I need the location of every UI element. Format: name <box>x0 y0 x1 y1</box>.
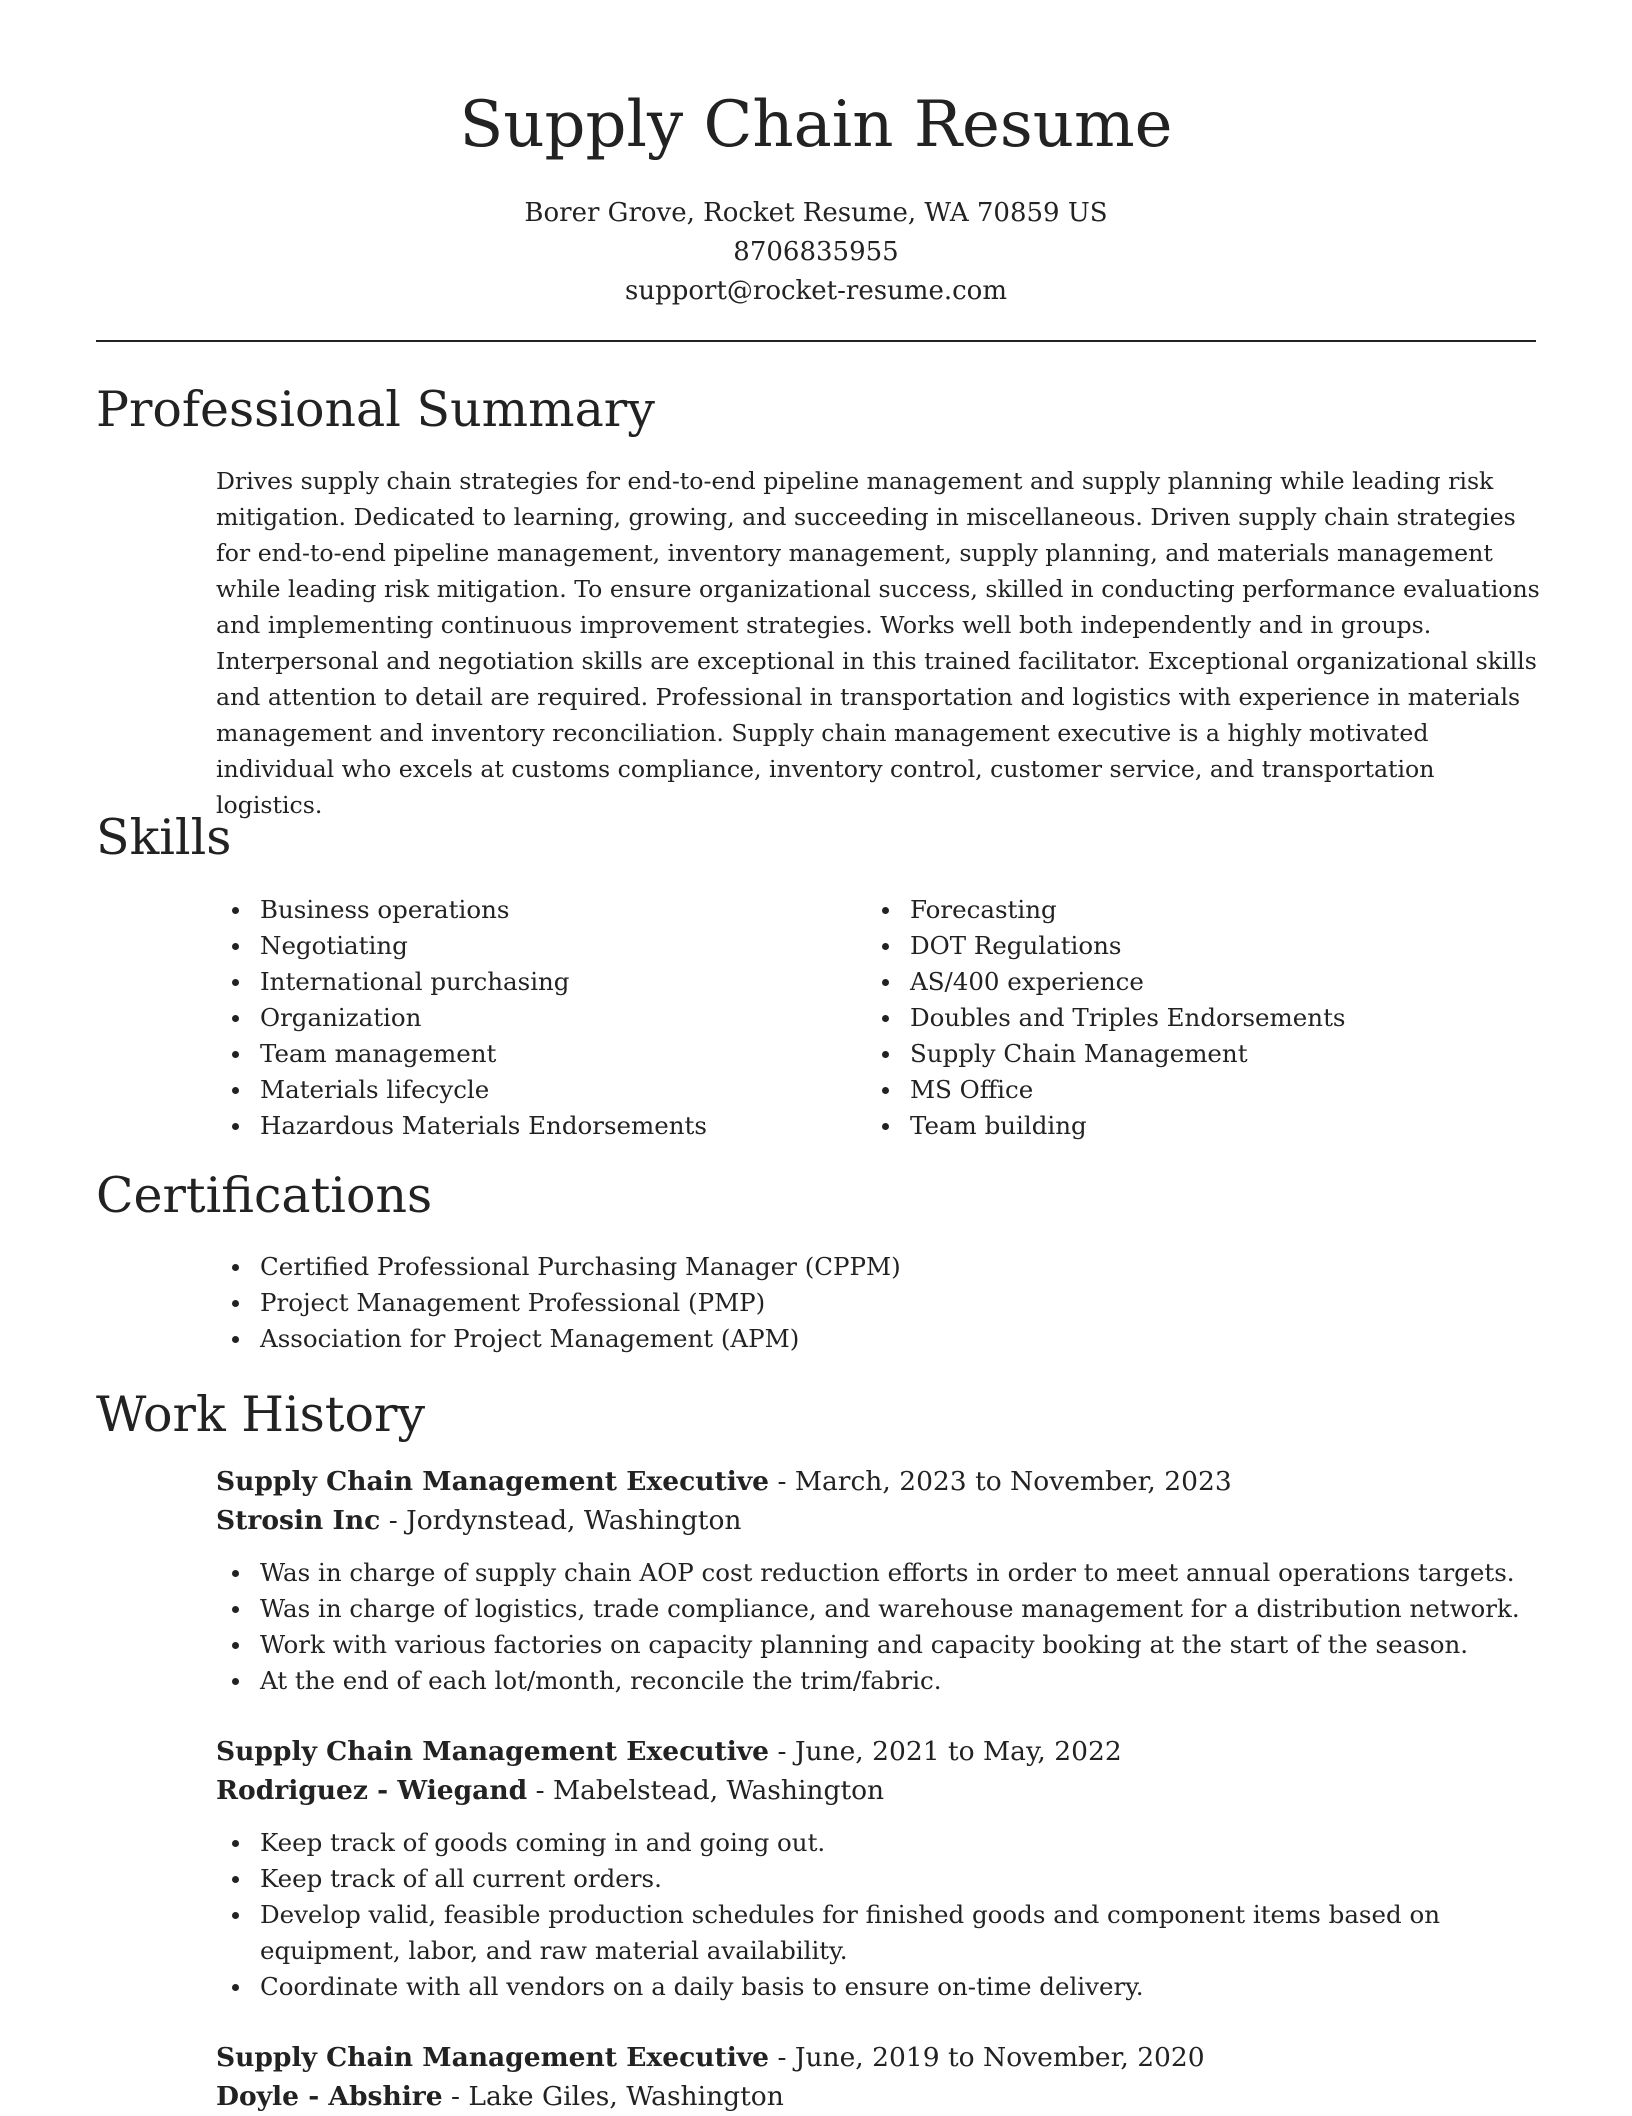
certification-item: Association for Project Management (APM) <box>216 1321 1516 1357</box>
skill-item: Organization <box>216 1000 856 1036</box>
job-bullet: Was in charge of supply chain AOP cost reduction efforts in order to meet annual operations targets. <box>216 1555 1546 1591</box>
certification-item: Project Management Professional (PMP) <box>216 1285 1516 1321</box>
job-company-line <box>216 1771 1546 1810</box>
skill-item: Business operations <box>216 892 856 928</box>
job-title: Supply Chain Management Executive <box>216 1466 770 1497</box>
work-history-heading: Work History <box>96 1386 426 1443</box>
resume-title: Supply Chain Resume <box>459 88 1173 162</box>
job-dates: - March, 2023 to November, 2023 <box>769 1466 1232 1497</box>
summary-heading: Professional Summary <box>96 381 655 438</box>
skill-item: International purchasing <box>216 964 856 1000</box>
job-entry <box>216 1462 1546 1699</box>
skill-item: DOT Regulations <box>866 928 1506 964</box>
job-title-line <box>216 1732 1546 1771</box>
skill-item: Doubles and Triples Endorsements <box>866 1000 1506 1036</box>
skill-item: Forecasting <box>866 892 1506 928</box>
job-bullet: Work with various factories on capacity planning and capacity booking at the start of the season. <box>216 1627 1546 1663</box>
job-bullet: Was in charge of logistics, trade compliance, and warehouse management for a distribution network. <box>216 1591 1546 1627</box>
job-bullets <box>216 1825 1546 2005</box>
contact-email: support@rocket-resume.com <box>624 276 1007 306</box>
job-company: Doyle - Abshire <box>216 2081 443 2112</box>
job-bullet: At the end of each lot/month, reconcile the trim/fabric. <box>216 1663 1546 1699</box>
job-dates: - June, 2019 to November, 2020 <box>769 2042 1205 2073</box>
certifications-list <box>216 1249 1516 1357</box>
job-company: Strosin Inc <box>216 1505 381 1536</box>
job-title: Supply Chain Management Executive <box>216 2042 770 2073</box>
contact-phone: 8706835955 <box>733 237 899 267</box>
job-bullet: Keep track of goods coming in and going out. <box>216 1825 1546 1861</box>
job-bullet: Coordinate with all vendors on a daily basis to ensure on-time delivery. <box>216 1969 1546 2005</box>
job-bullet: Develop valid, feasible production schedules for finished goods and component items based on equipment, labor, and raw material availability. <box>216 1897 1546 1969</box>
contact-address: Borer Grove, Rocket Resume, WA 70859 US <box>524 198 1108 228</box>
job-entry <box>216 1732 1546 2005</box>
skill-item: Negotiating <box>216 928 856 964</box>
job-bullet: Keep track of all current orders. <box>216 1861 1546 1897</box>
skill-item: Materials lifecycle <box>216 1072 856 1108</box>
job-company: Rodriguez - Wiegand <box>216 1775 528 1806</box>
summary-text: Drives supply chain strategies for end-to-end pipeline management and supply planning while leading risk mitigation. Dedicated to learning, growing, and succeeding in miscellaneous. Driven supply chain strategies for end-to-end pipeline management, inventory management, supply planning, and materials management while leading risk mitigation. To ensure organizational success, skilled in conducting performance evaluations and implementing continuous improvement strategies. Works well both independently and in groups. Interpersonal and negotiation skills are exceptional in this trained facilitator. Exceptional organizational skills and attention to detail are required. Professional in transportation and logistics with experience in materials management and inventory reconciliation. Supply chain management executive is a highly motivated individual who excels at customs compliance, inventory control, customer service, and transportation logistics. <box>216 467 1540 819</box>
resume-header <box>96 80 1536 311</box>
job-title-line <box>216 1462 1546 1501</box>
skill-item: Team building <box>866 1108 1506 1144</box>
skills-list-left <box>216 892 856 1144</box>
job-bullets <box>216 1555 1546 1699</box>
certification-item: Certified Professional Purchasing Manager (CPPM) <box>216 1249 1516 1285</box>
job-title: Supply Chain Management Executive <box>216 1736 770 1767</box>
skill-item: Hazardous Materials Endorsements <box>216 1108 856 1144</box>
job-company-line <box>216 2077 1546 2116</box>
skill-item: MS Office <box>866 1072 1506 1108</box>
job-dates: - June, 2021 to May, 2022 <box>769 1736 1122 1767</box>
job-title-line <box>216 2038 1546 2077</box>
job-location: - Jordynstead, Washington <box>380 1505 742 1536</box>
job-company-line <box>216 1501 1546 1540</box>
skills-list-right <box>866 892 1506 1144</box>
header-divider <box>96 340 1536 342</box>
job-location: - Lake Giles, Washington <box>442 2081 784 2112</box>
skill-item: Supply Chain Management <box>866 1036 1506 1072</box>
skills-heading: Skills <box>96 809 232 866</box>
job-location: - Mabelstead, Washington <box>527 1775 885 1806</box>
skill-item: AS/400 experience <box>866 964 1506 1000</box>
skill-item: Team management <box>216 1036 856 1072</box>
job-entry <box>216 2038 1546 2116</box>
certifications-heading: Certifications <box>96 1167 433 1224</box>
